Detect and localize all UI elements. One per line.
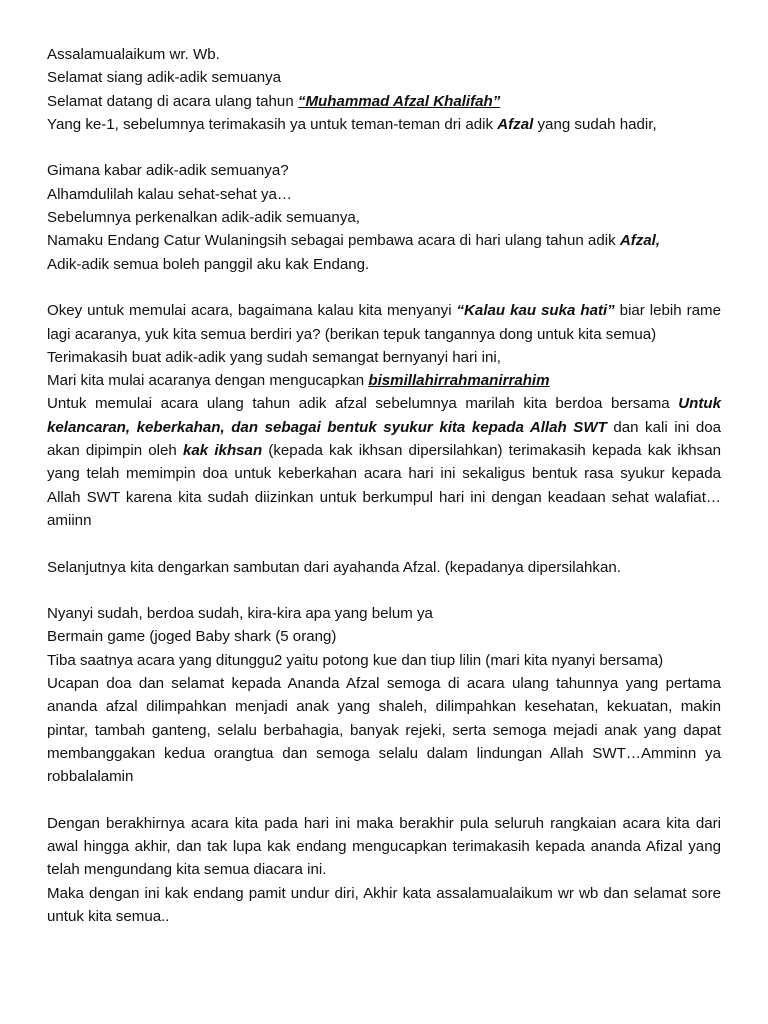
text-line: Sebelumnya perkenalkan adik-adik semuanya, (47, 209, 360, 227)
farewell-paragraph: Maka dengan ini kak endang pamit undur diri, Akhir kata assalamualaikum wr wb dan selamat sore untuk kita semua.. (47, 884, 721, 925)
emphasis-name: Afzal (497, 115, 534, 133)
thanks-line (47, 113, 721, 136)
blank-line (47, 276, 721, 299)
basmalah-line (47, 369, 721, 392)
text-line: Bermain game (joged Baby shark (5 orang) (47, 628, 337, 646)
basmalah-text: bismillahirrahmanirrahim (368, 372, 550, 390)
text-span: Okey untuk memulai acara, bagaimana kalau kita menyanyi (47, 302, 457, 320)
text-span: (kepada kak ikhsan dipersilahkan) terimakasih kepada kak ikhsan yang telah memimpin doa untuk keberkahan acara hari ini sekaligus bentuk rasa syukur kepada Allah SWT karena kita sudah diizinkan untuk berkumpul hari ini dengan keadaan sehat walafiat…amiinn (47, 442, 721, 529)
text-span: dan kali ini doa akan dipimpin oleh (47, 418, 722, 460)
text-line: Terimakasih buat adik-adik yang sudah semangat bernyanyi hari ini, (47, 348, 501, 366)
blank-line (47, 532, 721, 555)
closing-paragraph: Dengan berakhirnya acara kita pada hari ini maka berakhir pula seluruh rangkaian acara kita dari awal hingga akhir, dan tak lupa kak endang mengucapkan terimakasih kepada ananda Afizal yang telah mengundang kita semua diacara ini. (47, 814, 721, 879)
text-line: Alhamdulilah kalau sehat-sehat ya… (47, 185, 292, 203)
document-body (47, 43, 721, 928)
song-paragraph (47, 299, 721, 346)
song-title: “Kalau kau suka hati” (456, 302, 615, 320)
wishes-paragraph: Ucapan doa dan selamat kepada Ananda Afzal semoga di acara ulang tahunnya yang pertama ananda afzal dilimpahkan menjadi anak yang shaleh, dilimpahkan kesehatan, kekuatan, makin pintar, tambah ganteng, selalu berbahagia, banyak rejeki, serta semoga mejadi anak yang dapat membanggakan kedua orangtua dan semoga selalu dalam lindungan Allah SWT…Amminn ya robbalalamin (47, 675, 721, 786)
text-line: Nyanyi sudah, berdoa sudah, kira-kira apa yang belum ya (47, 605, 433, 623)
text-line: Adik-adik semua boleh panggil aku kak Endang. (47, 255, 370, 273)
text-span: Untuk memulai acara ulang tahun adik afzal sebelumnya marilah kita berdoa bersama (47, 395, 679, 413)
greeting-line: Assalamualaikum wr. Wb. (47, 46, 220, 63)
blank-line (47, 579, 721, 602)
text-span: Yang ke-1, sebelumnya terimakasih ya untuk teman-teman dri adik (47, 115, 498, 133)
welcome-line (47, 90, 721, 113)
text-span: Selamat datang di acara ulang tahun (47, 92, 298, 110)
text-span: Mari kita mulai acaranya dengan mengucapkan (47, 372, 369, 390)
birthday-name: “Muhammad Afzal Khalifah” (297, 92, 501, 110)
text-line: Selamat siang adik-adik semuanya (47, 69, 282, 87)
emphasis-name: kak ikhsan (183, 442, 263, 460)
text-line: Gimana kabar adik-adik semuanya? (47, 162, 289, 180)
text-span: Namaku Endang Catur Wulaningsih sebagai pembawa acara di hari ulang tahun adik (47, 232, 620, 250)
intro-line (47, 229, 721, 252)
text-line: Selanjutnya kita dengarkan sambutan dari ayahanda Afzal. (kepadanya dipersilahkan. (47, 558, 621, 576)
emphasis-name: Afzal, (619, 232, 661, 250)
blank-line (47, 789, 721, 812)
text-line: Tiba saatnya acara yang ditunggu2 yaitu potong kue dan tiup lilin (mari kita nyanyi bersama) (47, 651, 664, 669)
prayer-paragraph (47, 392, 721, 532)
text-span: biar lebih rame lagi acaranya, yuk kita semua berdiri ya? (berikan tepuk tangannya dong untuk kita semua) (47, 302, 721, 343)
text-span: yang sudah hadir, (533, 115, 657, 133)
emphasis-phrase: Untuk kelancaran, keberkahan, dan sebagai bentuk syukur kita kepada Allah SWT (47, 395, 721, 436)
blank-line (47, 136, 721, 159)
